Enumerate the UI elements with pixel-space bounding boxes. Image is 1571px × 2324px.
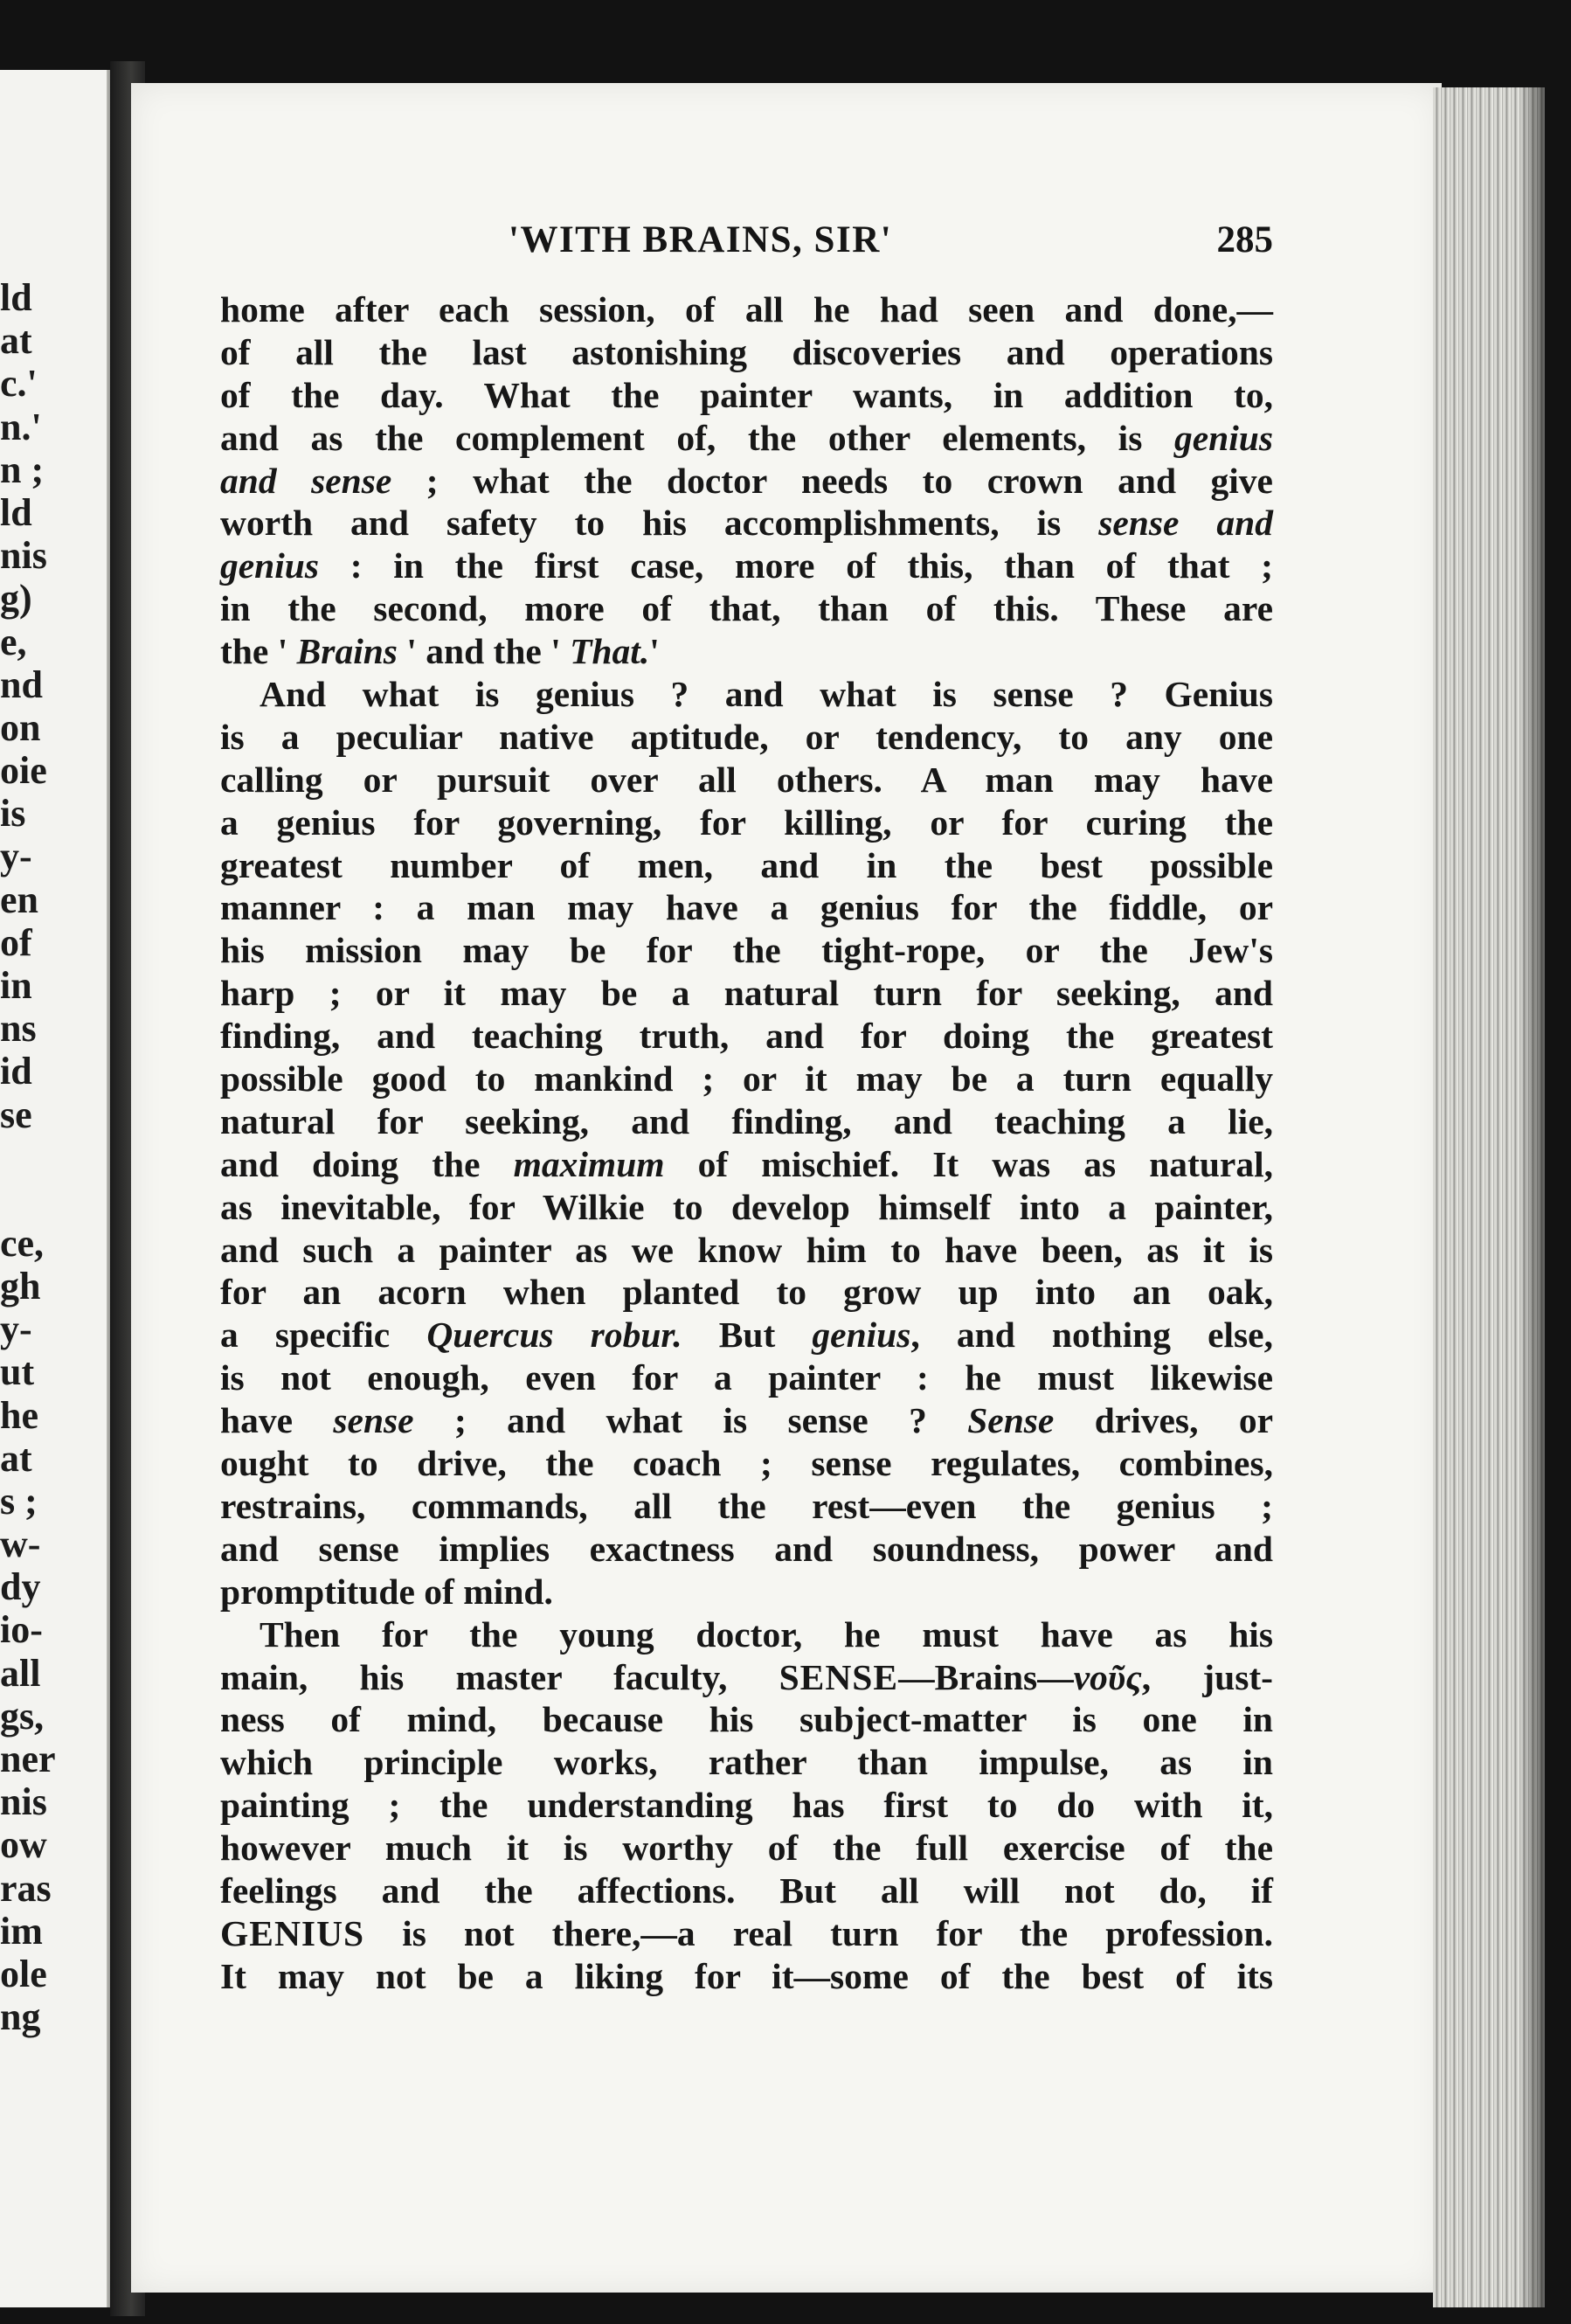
text-run: in the second, more of that, than of this. These are	[220, 588, 1273, 629]
text-line	[220, 331, 1273, 374]
left-page-fragment: n.'	[0, 405, 42, 448]
italic-text: Sense	[967, 1400, 1055, 1441]
text-line	[220, 587, 1273, 630]
text-run: his mission may be for the tight-rope, or the Jew's	[220, 930, 1273, 971]
italic-text: genius	[812, 1315, 911, 1356]
text-line	[220, 673, 1273, 716]
small-caps-text: SENSE	[779, 1656, 899, 1697]
left-page-fragment: ns	[0, 1007, 37, 1051]
italic-text: and sense	[220, 460, 392, 501]
text-run: as inevitable, for Wilkie to develop himself into a painter,	[220, 1186, 1273, 1227]
page-stack-shadow	[1519, 87, 1545, 2307]
text-run: '	[649, 631, 660, 672]
left-page-fragment: ce,	[0, 1221, 45, 1265]
text-line	[220, 1912, 1273, 1955]
italic-text: maximum	[513, 1143, 665, 1184]
left-page-fragment: ng	[0, 1995, 41, 2039]
text-line	[220, 1229, 1273, 1272]
text-line	[220, 288, 1273, 331]
text-line	[220, 1613, 1273, 1656]
text-line	[220, 1143, 1273, 1186]
text-line	[220, 1271, 1273, 1314]
italic-text: Quercus robur.	[426, 1315, 682, 1356]
text-run: possible good to mankind ; or it may be a turn equally	[220, 1058, 1273, 1100]
page-stack-edge	[1433, 87, 1545, 2307]
text-line	[220, 460, 1273, 503]
text-line	[220, 1015, 1273, 1058]
left-page-fragment: w-	[0, 1523, 41, 1566]
left-page-fragment: of	[0, 920, 32, 964]
left-page-fragment: nis	[0, 534, 47, 578]
text-line	[220, 929, 1273, 972]
text-line	[220, 1571, 1273, 1613]
text-line	[220, 1399, 1273, 1442]
text-line	[220, 374, 1273, 417]
text-run: of the day. What the painter wants, in addition to,	[220, 374, 1273, 415]
left-page-fragment: at	[0, 319, 32, 363]
italic-text: That.	[570, 631, 650, 672]
left-page-fragment: io-	[0, 1608, 43, 1652]
left-page-fragment: he	[0, 1393, 38, 1437]
text-line	[220, 1955, 1273, 1998]
left-page-fragment: n ;	[0, 447, 45, 491]
left-page-fragment: ut	[0, 1350, 35, 1394]
left-page-fragment: e,	[0, 620, 27, 663]
left-page-fragment: all	[0, 1651, 41, 1695]
text-line	[220, 1528, 1273, 1571]
text-run: harp ; or it may be a natural turn for seeking, and	[220, 973, 1273, 1014]
left-page-fragment: se	[0, 1093, 32, 1136]
text-run: is not enough, even for a painter : he must likewise	[220, 1357, 1273, 1398]
left-page-fragment: im	[0, 1909, 43, 1953]
text-run: which principle works, rather than impulse, as in	[220, 1742, 1273, 1783]
text-run: painting ; the understanding has first to do with it,	[220, 1785, 1273, 1826]
text-line	[220, 545, 1273, 587]
left-page-fragment: ner	[0, 1738, 56, 1780]
left-page-fragment: s ;	[0, 1479, 38, 1523]
italic-text: sense	[333, 1400, 414, 1441]
left-page-fragment: dy	[0, 1565, 41, 1609]
text-run: and sense implies exactness and soundness, power and	[220, 1528, 1273, 1569]
left-facing-page	[0, 70, 115, 2307]
italic-text: genius	[220, 545, 320, 586]
text-line	[220, 1442, 1273, 1485]
italic-text: Brains	[296, 631, 398, 672]
text-run: a specific	[220, 1315, 427, 1356]
text-run: But	[682, 1315, 813, 1356]
text-run: home after each session, of all he had seen and done,—	[220, 289, 1273, 330]
text-run: main, his master faculty,	[220, 1656, 779, 1697]
text-line	[220, 1784, 1273, 1827]
text-run: It may not be a liking for it—some of the best of its	[220, 1955, 1273, 1996]
left-page-fragment: in	[0, 964, 32, 1007]
text-run: and doing the	[220, 1143, 514, 1184]
left-page-fragment: gh	[0, 1264, 41, 1308]
left-page-fragment: id	[0, 1050, 32, 1093]
left-page-fragment: ow	[0, 1823, 47, 1867]
text-run: ought to drive, the coach ; sense regulates, combines,	[220, 1443, 1273, 1484]
small-caps-text: GENIUS	[220, 1912, 365, 1953]
text-run: calling or pursuit over all others. A man may have	[220, 759, 1273, 800]
text-line	[220, 1741, 1273, 1784]
text-run: worth and safety to his accomplishments, is	[220, 503, 1099, 544]
text-line	[220, 759, 1273, 801]
text-run: ' and the '	[397, 631, 571, 672]
text-run: is a peculiar native aptitude, or tendency, to any one	[220, 716, 1273, 757]
left-page-fragment: nd	[0, 663, 43, 706]
text-run: promptitude of mind.	[220, 1571, 553, 1612]
italic-text: sense and	[1098, 503, 1273, 544]
text-run: of mischief. It was as natural,	[664, 1143, 1273, 1184]
text-line	[220, 1058, 1273, 1100]
text-line	[220, 1698, 1273, 1741]
left-page-fragment: nis	[0, 1780, 47, 1824]
text-line	[220, 417, 1273, 460]
text-run: and as the complement of, the other elements, is	[220, 417, 1174, 458]
text-run: —Brains—	[898, 1656, 1074, 1697]
page-body-text	[220, 288, 1273, 1998]
text-run: And what is genius ? and what is sense ? Genius	[260, 674, 1273, 715]
left-page-fragment: ld	[0, 276, 32, 319]
text-line	[220, 502, 1273, 545]
text-line	[220, 716, 1273, 759]
running-title: 'WITH BRAINS, SIR'	[509, 219, 893, 260]
text-line	[220, 886, 1273, 929]
italic-text: νοῦς	[1073, 1656, 1142, 1697]
text-run: drives, or	[1054, 1400, 1273, 1441]
text-run: , and nothing else,	[910, 1315, 1273, 1356]
text-run: feelings and the affections. But all will not do, if	[220, 1870, 1273, 1911]
page-number: 285	[1216, 219, 1273, 260]
left-page-fragment: c.'	[0, 362, 38, 406]
left-page-fragment	[0, 1136, 56, 1222]
left-page-fragment: y-	[0, 1308, 32, 1351]
text-line	[220, 1314, 1273, 1356]
text-line	[220, 1186, 1273, 1229]
text-run: finding, and teaching truth, and for doing the greatest	[220, 1016, 1273, 1057]
text-run: : in the first case, more of this, than of that ;	[319, 545, 1273, 586]
text-line	[220, 972, 1273, 1015]
left-page-text-fragments	[0, 276, 56, 2038]
text-run: have	[220, 1400, 334, 1441]
text-run: manner : a man may have a genius for the fiddle, or	[220, 887, 1273, 928]
text-run: ness of mind, because his subject-matter is one in	[220, 1699, 1273, 1740]
text-line	[220, 1356, 1273, 1399]
text-run: is not there,—a real turn for the profession.	[364, 1912, 1273, 1953]
left-page-fragment: gs,	[0, 1694, 45, 1738]
text-run: ; what the doctor needs to crown and give	[391, 460, 1273, 501]
left-page-fragment: is	[0, 792, 26, 836]
text-run: however much it is worthy of the full exercise of the	[220, 1828, 1273, 1869]
text-run: the '	[220, 631, 297, 672]
left-page-fragment: oie	[0, 749, 47, 793]
text-run: of all the last astonishing discoveries and operations	[220, 331, 1273, 372]
left-page-fragment: en	[0, 878, 38, 921]
text-run: for an acorn when planted to grow up into an oak,	[220, 1272, 1273, 1313]
left-page-fragment: on	[0, 705, 41, 749]
left-page-fragment: ras	[0, 1866, 52, 1910]
text-line	[220, 1870, 1273, 1912]
text-run: and such a painter as we know him to have been, as it is	[220, 1229, 1273, 1270]
left-page-fragment: ole	[0, 1952, 47, 1995]
text-run: restrains, commands, all the rest—even the genius ;	[220, 1485, 1273, 1526]
left-page-fragment: g)	[0, 577, 32, 621]
text-line	[220, 1485, 1273, 1528]
left-page-fragment: ld	[0, 490, 32, 534]
text-line	[220, 1656, 1273, 1699]
text-line	[220, 630, 1273, 673]
text-run: natural for seeking, and finding, and teaching a lie,	[220, 1100, 1273, 1141]
text-line	[220, 1827, 1273, 1870]
text-run: a genius for governing, for killing, or for curing the	[220, 801, 1273, 843]
text-run: Then for the young doctor, he must have as his	[260, 1613, 1273, 1655]
left-page-fragment: at	[0, 1436, 32, 1480]
text-line	[220, 1100, 1273, 1143]
text-run: , just-	[1141, 1656, 1273, 1697]
text-line	[220, 801, 1273, 844]
italic-text: genius	[1173, 417, 1273, 458]
text-line	[220, 844, 1273, 887]
running-head	[220, 219, 1273, 271]
left-page-fragment: y-	[0, 835, 32, 878]
text-run: ; and what is sense ?	[413, 1400, 968, 1441]
text-run: greatest number of men, and in the best possible	[220, 844, 1273, 885]
